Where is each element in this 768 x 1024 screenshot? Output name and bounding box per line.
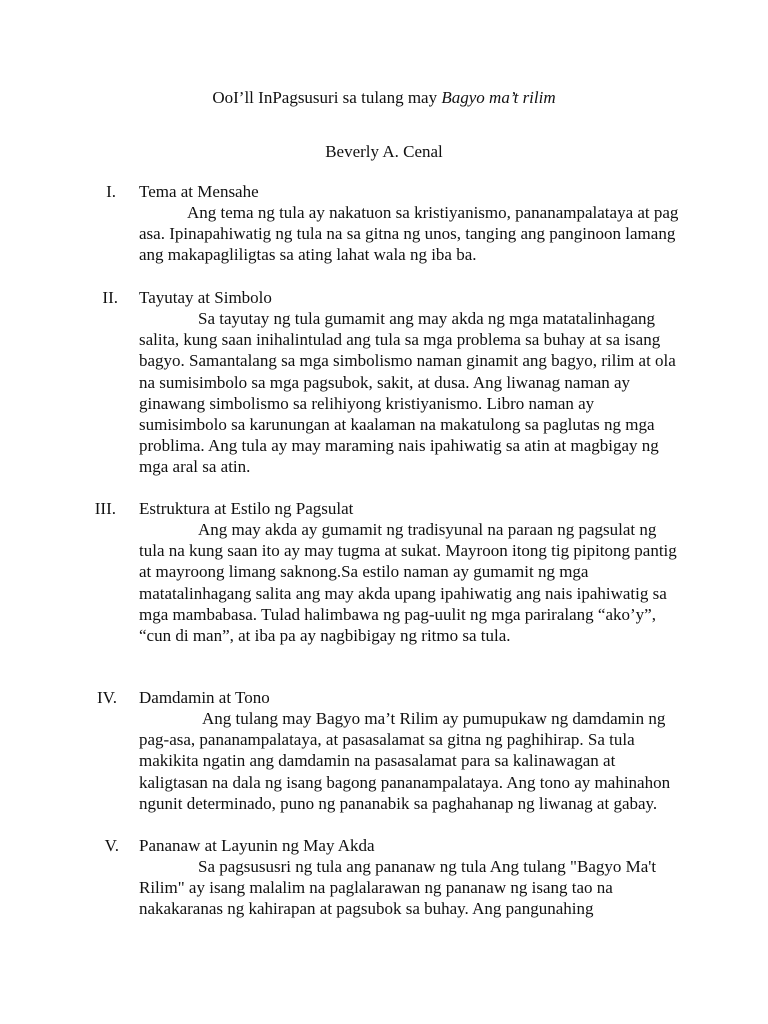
section-paragraph — [139, 519, 679, 646]
section-numeral: III. — [94, 499, 116, 518]
section-paragraph — [139, 708, 679, 814]
section-paragraph — [139, 856, 679, 920]
section-paragraph — [139, 202, 679, 266]
paragraph-text: Ang tema ng tula ay nakatuon sa kristiyanismo, pananampalataya at pag asa. Ipinapahiwatig ng tula na sa gitna ng unos, tanging ang panginoon lamang ang makapagliligtas sa ating lahat wala ng iba ba. — [139, 203, 679, 265]
paragraph-text: Ang may akda ay gumamit ng tradisyunal na paraan ng pagsulat ng tula na kung saan ito ay may tugma at sukat. Mayroon itong tig pipitong pantig at mayroong limang saknong.Sa estilo naman ay gumamit ng mga matatalinhagang salita ang may akda upang ipahiwatig ang nais ipahiwatig sa mga mambabasa. Tulad halimbawa ng pag-uulit ng mga pariralang “ako’y”, “cun di man”, at iba pa ay nagbibigay ng ritmo sa tula. — [139, 520, 677, 646]
author-name: Beverly A. Cenal — [325, 142, 443, 161]
section-numeral: I. — [106, 182, 116, 201]
paragraph-text: Ang tulang may Bagyo ma’t Rilim ay pumupukaw ng damdamin ng pag-asa, pananampalataya, at pasasalamat sa gitna ng paghihirap. Sa tula makikita ngatin ang damdamin na pasasalamat para sa kalinawagan at kaligtasan na dala ng isang bagong pananampalataya. Ang tono ay mahinahon ngunit determinado, puno ng pananabik sa paghahanap ng liwanag at gabay. — [139, 709, 671, 813]
section-numeral: IV. — [97, 688, 117, 707]
title-text: OoI’ll InPagsusuri sa tulang may — [212, 88, 442, 107]
section-paragraph — [139, 308, 679, 478]
section-heading: Damdamin at Tono — [139, 688, 270, 707]
section-heading: Estruktura at Estilo ng Pagsulat — [139, 499, 354, 518]
paragraph-text: Sa tayutay ng tula gumamit ang may akda ng mga matatalinhagang salita, kung saan inihalintulad ang tula sa mga problema sa buhay at sa isang bagyo. Samantalang sa mga simbolismo naman ginamit ang bagyo, rilim at ola na sumisimbolo sa mga pagsubok, sakit, at dusa. Ang liwanag naman ay ginawang simbolismo sa relihiyong kristiyanismo. Libro naman ay sumisimbolo sa karunungan at kaalaman na makatulong sa paglutas ng mga problima. Ang tula ay may maraming nais ipahiwatig sa atin at magbigay ng mga aral sa atin. — [139, 309, 676, 477]
section-heading: Tayutay at Simbolo — [139, 288, 272, 307]
poem-title: Bagyo ma’t rilim — [441, 88, 556, 107]
section-numeral: V. — [104, 836, 119, 855]
section-numeral: II. — [102, 288, 118, 307]
section-heading: Pananaw at Layunin ng May Akda — [139, 836, 375, 855]
section-heading: Tema at Mensahe — [139, 182, 259, 201]
paragraph-text: Sa pagsususri ng tula ang pananaw ng tula Ang tulang "Bagyo Ma't Rilim" ay isang malalim na paglalarawan ng pananaw ng isang tao na nakakaranas ng kahirapan at pagsubok sa buhay. Ang pangunahing — [139, 857, 657, 919]
document-title — [0, 87, 768, 109]
